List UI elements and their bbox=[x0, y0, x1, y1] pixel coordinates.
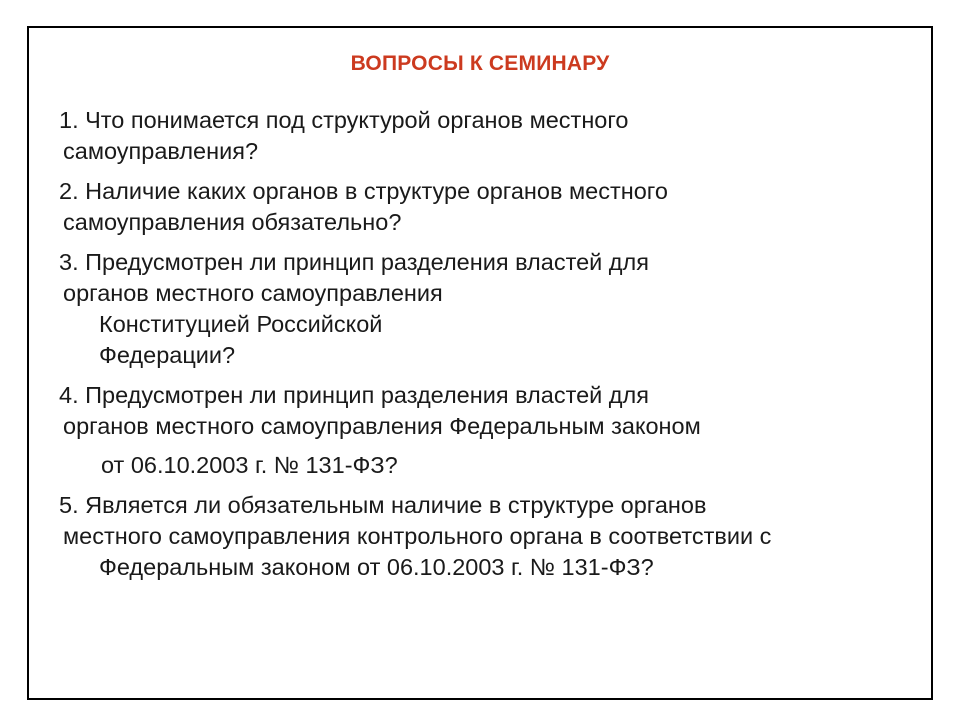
question-list bbox=[59, 105, 909, 592]
question-5-continuation: местного самоуправления контрольного органа в соответствии с Федеральным законом от 06.10.2003 г. № 131-ФЗ? bbox=[63, 523, 772, 580]
question-4 bbox=[59, 380, 909, 481]
question-4-line-1: 4. Предусмотрен ли принцип разделения властей для bbox=[59, 382, 649, 408]
question-3-line-1: 3. Предусмотрен ли принцип разделения властей для bbox=[59, 249, 649, 275]
question-1-continuation: самоуправления? bbox=[63, 138, 259, 164]
question-2-continuation: самоуправления обязательно? bbox=[63, 209, 402, 235]
question-4-continuation: органов местного самоуправления Федеральным законом bbox=[63, 413, 701, 439]
question-1 bbox=[59, 105, 909, 167]
question-2-line-1: 2. Наличие каких органов в структуре органов местного bbox=[59, 178, 668, 204]
question-5 bbox=[59, 490, 909, 583]
question-1-line-1: 1. Что понимается под структурой органов местного bbox=[59, 107, 629, 133]
slide-title: ВОПРОСЫ К СЕМИНАРУ bbox=[350, 52, 610, 75]
question-3-continuation: органов местного самоуправления Конституцией Российской Федерации? bbox=[63, 280, 443, 368]
question-2 bbox=[59, 176, 909, 238]
question-5-line-1: 5. Является ли обязательным наличие в структуре органов bbox=[59, 492, 707, 518]
question-4-date: от 06.10.2003 г. № 131-ФЗ? bbox=[101, 452, 398, 478]
question-3 bbox=[59, 247, 909, 371]
